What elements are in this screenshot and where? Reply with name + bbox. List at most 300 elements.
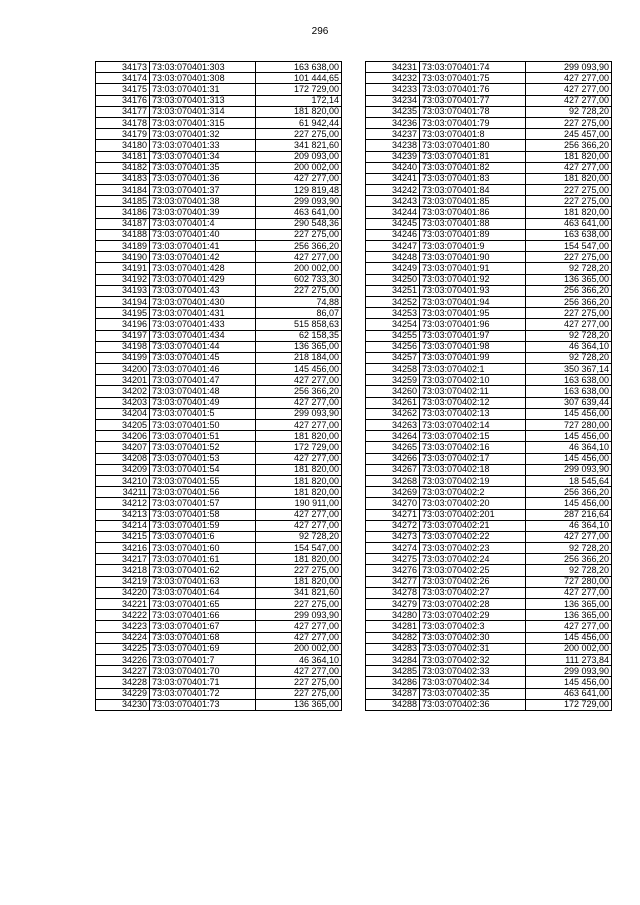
cadastral-number-cell: 73:03:070401:86 bbox=[420, 207, 526, 218]
table-row bbox=[366, 151, 612, 162]
row-number-cell: 34250 bbox=[366, 274, 420, 285]
row-number-cell: 34249 bbox=[366, 263, 420, 274]
cadastral-number-cell: 73:03:070401:35 bbox=[150, 162, 256, 173]
cadastral-number-cell: 73:03:070401:428 bbox=[150, 263, 256, 274]
row-number-cell: 34235 bbox=[366, 106, 420, 117]
table-row bbox=[96, 162, 342, 173]
table-row bbox=[366, 241, 612, 252]
table-row bbox=[366, 654, 612, 665]
cadastral-number-cell: 73:03:070401:95 bbox=[420, 308, 526, 319]
table-row bbox=[366, 341, 612, 352]
cadastral-number-cell: 73:03:070401:96 bbox=[420, 319, 526, 330]
table-row bbox=[96, 274, 342, 285]
cadastral-number-cell: 73:03:070401:61 bbox=[150, 554, 256, 565]
value-cell: 299 093,90 bbox=[526, 62, 612, 73]
row-number-cell: 34190 bbox=[96, 252, 150, 263]
value-cell: 18 545,64 bbox=[526, 475, 612, 486]
value-cell: 427 277,00 bbox=[256, 632, 342, 643]
table-row bbox=[96, 241, 342, 252]
table-row bbox=[366, 185, 612, 196]
cadastral-number-cell: 73:03:070401:6 bbox=[150, 531, 256, 542]
row-number-cell: 34198 bbox=[96, 341, 150, 352]
value-cell: 299 093,90 bbox=[256, 408, 342, 419]
row-number-cell: 34191 bbox=[96, 263, 150, 274]
row-number-cell: 34175 bbox=[96, 84, 150, 95]
cadastral-number-cell: 73:03:070401:9 bbox=[420, 241, 526, 252]
table-row bbox=[366, 408, 612, 419]
table-row bbox=[366, 599, 612, 610]
row-number-cell: 34270 bbox=[366, 498, 420, 509]
value-cell: 463 641,00 bbox=[526, 688, 612, 699]
cadastral-number-cell: 73:03:070401:37 bbox=[150, 185, 256, 196]
row-number-cell: 34269 bbox=[366, 487, 420, 498]
row-number-cell: 34184 bbox=[96, 185, 150, 196]
value-cell: 145 456,00 bbox=[526, 431, 612, 442]
cadastral-number-cell: 73:03:070401:308 bbox=[150, 73, 256, 84]
cadastral-number-cell: 73:03:070402:25 bbox=[420, 565, 526, 576]
row-number-cell: 34173 bbox=[96, 62, 150, 73]
cadastral-number-cell: 73:03:070401:80 bbox=[420, 140, 526, 151]
table-row bbox=[366, 62, 612, 73]
page-number: 296 bbox=[311, 26, 329, 37]
cadastral-number-cell: 73:03:070402:28 bbox=[420, 599, 526, 610]
value-cell: 227 275,00 bbox=[526, 117, 612, 128]
table-row bbox=[96, 341, 342, 352]
row-number-cell: 34224 bbox=[96, 632, 150, 643]
row-number-cell: 34185 bbox=[96, 196, 150, 207]
cadastral-number-cell: 73:03:070401:77 bbox=[420, 95, 526, 106]
table-row bbox=[96, 375, 342, 386]
value-cell: 463 641,00 bbox=[526, 218, 612, 229]
value-cell: 341 821,60 bbox=[256, 140, 342, 151]
value-cell: 200 002,00 bbox=[256, 263, 342, 274]
value-cell: 136 365,00 bbox=[256, 699, 342, 710]
table-row bbox=[366, 263, 612, 274]
cadastral-number-cell: 73:03:070402:21 bbox=[420, 520, 526, 531]
table-row bbox=[96, 599, 342, 610]
table-row bbox=[96, 140, 342, 151]
value-cell: 427 277,00 bbox=[256, 520, 342, 531]
cadastral-number-cell: 73:03:070402:30 bbox=[420, 632, 526, 643]
row-number-cell: 34188 bbox=[96, 229, 150, 240]
value-cell: 515 858,63 bbox=[256, 319, 342, 330]
cadastral-number-cell: 73:03:070401:79 bbox=[420, 117, 526, 128]
cadastral-number-cell: 73:03:070401:81 bbox=[420, 151, 526, 162]
table-row bbox=[366, 475, 612, 486]
table-row bbox=[366, 173, 612, 184]
cadastral-number-cell: 73:03:070401:53 bbox=[150, 453, 256, 464]
value-cell: 181 820,00 bbox=[256, 106, 342, 117]
row-number-cell: 34256 bbox=[366, 341, 420, 352]
cadastral-number-cell: 73:03:070402:3 bbox=[420, 621, 526, 632]
row-number-cell: 34243 bbox=[366, 196, 420, 207]
row-number-cell: 34205 bbox=[96, 420, 150, 431]
value-cell: 227 275,00 bbox=[256, 565, 342, 576]
value-cell: 427 277,00 bbox=[256, 509, 342, 520]
cadastral-number-cell: 73:03:070401:62 bbox=[150, 565, 256, 576]
value-cell: 227 275,00 bbox=[526, 185, 612, 196]
cadastral-number-cell: 73:03:070402:20 bbox=[420, 498, 526, 509]
row-number-cell: 34246 bbox=[366, 229, 420, 240]
table-row bbox=[366, 576, 612, 587]
value-cell: 92 728,20 bbox=[526, 263, 612, 274]
table-row bbox=[366, 285, 612, 296]
row-number-cell: 34261 bbox=[366, 397, 420, 408]
row-number-cell: 34181 bbox=[96, 151, 150, 162]
value-cell: 136 365,00 bbox=[256, 341, 342, 352]
cadastral-number-cell: 73:03:070401:97 bbox=[420, 330, 526, 341]
value-cell: 427 277,00 bbox=[256, 252, 342, 263]
value-cell: 172 729,00 bbox=[256, 84, 342, 95]
value-cell: 256 366,20 bbox=[526, 554, 612, 565]
value-cell: 299 093,90 bbox=[256, 196, 342, 207]
cadastral-number-cell: 73:03:070401:50 bbox=[150, 420, 256, 431]
row-number-cell: 34241 bbox=[366, 173, 420, 184]
value-cell: 181 820,00 bbox=[256, 576, 342, 587]
table-row bbox=[96, 185, 342, 196]
cadastral-number-cell: 73:03:070402:33 bbox=[420, 666, 526, 677]
cadastral-number-cell: 73:03:070401:71 bbox=[150, 677, 256, 688]
cadastral-number-cell: 73:03:070401:66 bbox=[150, 610, 256, 621]
cadastral-number-cell: 73:03:070402:26 bbox=[420, 576, 526, 587]
table-row bbox=[96, 565, 342, 576]
cadastral-number-cell: 73:03:070401:54 bbox=[150, 464, 256, 475]
row-number-cell: 34197 bbox=[96, 330, 150, 341]
row-number-cell: 34219 bbox=[96, 576, 150, 587]
cadastral-number-cell: 73:03:070401:39 bbox=[150, 207, 256, 218]
row-number-cell: 34268 bbox=[366, 475, 420, 486]
table-row bbox=[366, 554, 612, 565]
table-row bbox=[366, 699, 612, 710]
table-row bbox=[96, 621, 342, 632]
row-number-cell: 34233 bbox=[366, 84, 420, 95]
value-cell: 172,14 bbox=[256, 95, 342, 106]
row-number-cell: 34255 bbox=[366, 330, 420, 341]
row-number-cell: 34244 bbox=[366, 207, 420, 218]
value-cell: 427 277,00 bbox=[526, 531, 612, 542]
row-number-cell: 34218 bbox=[96, 565, 150, 576]
table-row bbox=[366, 129, 612, 140]
table-row bbox=[366, 330, 612, 341]
value-cell: 181 820,00 bbox=[256, 464, 342, 475]
cadastral-number-cell: 73:03:070401:430 bbox=[150, 296, 256, 307]
cadastral-number-cell: 73:03:070402:14 bbox=[420, 420, 526, 431]
row-number-cell: 34263 bbox=[366, 420, 420, 431]
row-number-cell: 34193 bbox=[96, 285, 150, 296]
value-cell: 427 277,00 bbox=[256, 173, 342, 184]
value-cell: 181 820,00 bbox=[526, 151, 612, 162]
value-cell: 256 366,20 bbox=[256, 386, 342, 397]
table-row bbox=[366, 643, 612, 654]
table-row bbox=[366, 364, 612, 375]
row-number-cell: 34266 bbox=[366, 453, 420, 464]
row-number-cell: 34199 bbox=[96, 352, 150, 363]
value-cell: 145 456,00 bbox=[526, 632, 612, 643]
table-row bbox=[96, 554, 342, 565]
row-number-cell: 34227 bbox=[96, 666, 150, 677]
table-row bbox=[96, 106, 342, 117]
row-number-cell: 34260 bbox=[366, 386, 420, 397]
cadastral-number-cell: 73:03:070401:36 bbox=[150, 173, 256, 184]
cadastral-number-cell: 73:03:070401:44 bbox=[150, 341, 256, 352]
row-number-cell: 34245 bbox=[366, 218, 420, 229]
cadastral-number-cell: 73:03:070401:55 bbox=[150, 475, 256, 486]
table-row bbox=[96, 475, 342, 486]
cadastral-number-cell: 73:03:070401:84 bbox=[420, 185, 526, 196]
ledger-table-right-body bbox=[366, 62, 612, 711]
cadastral-number-cell: 73:03:070401:82 bbox=[420, 162, 526, 173]
cadastral-number-cell: 73:03:070401:88 bbox=[420, 218, 526, 229]
value-cell: 256 366,20 bbox=[526, 140, 612, 151]
ledger-table-left bbox=[95, 61, 342, 711]
table-row bbox=[96, 453, 342, 464]
row-number-cell: 34215 bbox=[96, 531, 150, 542]
table-row bbox=[96, 610, 342, 621]
row-number-cell: 34232 bbox=[366, 73, 420, 84]
row-number-cell: 34196 bbox=[96, 319, 150, 330]
table-row bbox=[366, 677, 612, 688]
cadastral-number-cell: 73:03:070402:23 bbox=[420, 543, 526, 554]
row-number-cell: 34248 bbox=[366, 252, 420, 263]
value-cell: 61 942,44 bbox=[256, 117, 342, 128]
value-cell: 427 277,00 bbox=[256, 666, 342, 677]
row-number-cell: 34274 bbox=[366, 543, 420, 554]
cadastral-number-cell: 73:03:070401:59 bbox=[150, 520, 256, 531]
cadastral-number-cell: 73:03:070401:63 bbox=[150, 576, 256, 587]
cadastral-number-cell: 73:03:070401:31 bbox=[150, 84, 256, 95]
row-number-cell: 34207 bbox=[96, 442, 150, 453]
table-row bbox=[366, 688, 612, 699]
row-number-cell: 34282 bbox=[366, 632, 420, 643]
value-cell: 46 364,10 bbox=[526, 341, 612, 352]
row-number-cell: 34258 bbox=[366, 364, 420, 375]
value-cell: 341 821,60 bbox=[256, 587, 342, 598]
table-row bbox=[96, 699, 342, 710]
row-number-cell: 34254 bbox=[366, 319, 420, 330]
value-cell: 129 819,48 bbox=[256, 185, 342, 196]
table-row bbox=[96, 643, 342, 654]
table-row bbox=[96, 397, 342, 408]
table-row bbox=[96, 352, 342, 363]
value-cell: 427 277,00 bbox=[526, 162, 612, 173]
value-cell: 727 280,00 bbox=[526, 576, 612, 587]
value-cell: 145 456,00 bbox=[526, 453, 612, 464]
cadastral-number-cell: 73:03:070401:38 bbox=[150, 196, 256, 207]
row-number-cell: 34228 bbox=[96, 677, 150, 688]
cadastral-number-cell: 73:03:070402:15 bbox=[420, 431, 526, 442]
cadastral-number-cell: 73:03:070401:85 bbox=[420, 196, 526, 207]
row-number-cell: 34200 bbox=[96, 364, 150, 375]
table-row bbox=[366, 106, 612, 117]
row-number-cell: 34187 bbox=[96, 218, 150, 229]
value-cell: 172 729,00 bbox=[256, 442, 342, 453]
value-cell: 427 277,00 bbox=[256, 420, 342, 431]
row-number-cell: 34203 bbox=[96, 397, 150, 408]
cadastral-number-cell: 73:03:070401:99 bbox=[420, 352, 526, 363]
row-number-cell: 34286 bbox=[366, 677, 420, 688]
row-number-cell: 34216 bbox=[96, 543, 150, 554]
table-row bbox=[96, 229, 342, 240]
value-cell: 227 275,00 bbox=[256, 688, 342, 699]
value-cell: 427 277,00 bbox=[526, 84, 612, 95]
value-cell: 256 366,20 bbox=[526, 487, 612, 498]
row-number-cell: 34229 bbox=[96, 688, 150, 699]
row-number-cell: 34213 bbox=[96, 509, 150, 520]
cadastral-number-cell: 73:03:070402:201 bbox=[420, 509, 526, 520]
value-cell: 181 820,00 bbox=[256, 475, 342, 486]
cadastral-number-cell: 73:03:070401:40 bbox=[150, 229, 256, 240]
row-number-cell: 34279 bbox=[366, 599, 420, 610]
row-number-cell: 34283 bbox=[366, 643, 420, 654]
cadastral-number-cell: 73:03:070402:34 bbox=[420, 677, 526, 688]
cadastral-number-cell: 73:03:070401:64 bbox=[150, 587, 256, 598]
table-row bbox=[96, 151, 342, 162]
table-row bbox=[96, 509, 342, 520]
table-row bbox=[96, 420, 342, 431]
value-cell: 427 277,00 bbox=[256, 453, 342, 464]
row-number-cell: 34264 bbox=[366, 431, 420, 442]
ledger-table-left-body bbox=[96, 62, 342, 711]
row-number-cell: 34208 bbox=[96, 453, 150, 464]
cadastral-number-cell: 73:03:070402:11 bbox=[420, 386, 526, 397]
value-cell: 145 456,00 bbox=[256, 364, 342, 375]
table-row bbox=[366, 487, 612, 498]
value-cell: 46 364,10 bbox=[526, 442, 612, 453]
cadastral-number-cell: 73:03:070402:31 bbox=[420, 643, 526, 654]
table-row bbox=[366, 587, 612, 598]
cadastral-number-cell: 73:03:070401:429 bbox=[150, 274, 256, 285]
table-row bbox=[96, 218, 342, 229]
table-row bbox=[96, 666, 342, 677]
value-cell: 299 093,90 bbox=[526, 666, 612, 677]
value-cell: 427 277,00 bbox=[526, 95, 612, 106]
cadastral-number-cell: 73:03:070401:52 bbox=[150, 442, 256, 453]
table-row bbox=[366, 431, 612, 442]
value-cell: 427 277,00 bbox=[526, 621, 612, 632]
value-cell: 227 275,00 bbox=[256, 677, 342, 688]
table-row bbox=[366, 117, 612, 128]
value-cell: 181 820,00 bbox=[526, 173, 612, 184]
value-cell: 154 547,00 bbox=[526, 241, 612, 252]
row-number-cell: 34231 bbox=[366, 62, 420, 73]
cadastral-number-cell: 73:03:070401:65 bbox=[150, 599, 256, 610]
row-number-cell: 34271 bbox=[366, 509, 420, 520]
value-cell: 136 365,00 bbox=[526, 610, 612, 621]
cadastral-number-cell: 73:03:070402:17 bbox=[420, 453, 526, 464]
value-cell: 227 275,00 bbox=[256, 229, 342, 240]
table-row bbox=[96, 487, 342, 498]
value-cell: 227 275,00 bbox=[526, 196, 612, 207]
table-row bbox=[366, 464, 612, 475]
cadastral-number-cell: 73:03:070402:32 bbox=[420, 654, 526, 665]
table-row bbox=[96, 632, 342, 643]
row-number-cell: 34237 bbox=[366, 129, 420, 140]
cadastral-number-cell: 73:03:070402:1 bbox=[420, 364, 526, 375]
value-cell: 602 733,30 bbox=[256, 274, 342, 285]
row-number-cell: 34276 bbox=[366, 565, 420, 576]
row-number-cell: 34252 bbox=[366, 296, 420, 307]
table-row bbox=[366, 252, 612, 263]
table-row bbox=[366, 397, 612, 408]
table-row bbox=[366, 229, 612, 240]
table-row bbox=[366, 319, 612, 330]
value-cell: 427 277,00 bbox=[256, 621, 342, 632]
value-cell: 350 367,14 bbox=[526, 364, 612, 375]
value-cell: 427 277,00 bbox=[526, 587, 612, 598]
row-number-cell: 34281 bbox=[366, 621, 420, 632]
table-row bbox=[366, 95, 612, 106]
cadastral-number-cell: 73:03:070401:76 bbox=[420, 84, 526, 95]
table-row bbox=[366, 296, 612, 307]
value-cell: 256 366,20 bbox=[526, 285, 612, 296]
table-row bbox=[96, 364, 342, 375]
cadastral-number-cell: 73:03:070402:19 bbox=[420, 475, 526, 486]
table-row bbox=[96, 498, 342, 509]
table-row bbox=[96, 531, 342, 542]
table-row bbox=[96, 296, 342, 307]
row-number-cell: 34275 bbox=[366, 554, 420, 565]
cadastral-number-cell: 73:03:070401:47 bbox=[150, 375, 256, 386]
row-number-cell: 34214 bbox=[96, 520, 150, 531]
row-number-cell: 34183 bbox=[96, 173, 150, 184]
row-number-cell: 34273 bbox=[366, 531, 420, 542]
value-cell: 145 456,00 bbox=[526, 677, 612, 688]
table-row bbox=[366, 610, 612, 621]
table-row bbox=[366, 543, 612, 554]
row-number-cell: 34242 bbox=[366, 185, 420, 196]
cadastral-number-cell: 73:03:070401:48 bbox=[150, 386, 256, 397]
row-number-cell: 34211 bbox=[96, 487, 150, 498]
table-row bbox=[96, 543, 342, 554]
row-number-cell: 34189 bbox=[96, 241, 150, 252]
cadastral-number-cell: 73:03:070401:433 bbox=[150, 319, 256, 330]
table-row bbox=[96, 520, 342, 531]
table-row bbox=[96, 196, 342, 207]
table-row bbox=[96, 285, 342, 296]
value-cell: 181 820,00 bbox=[256, 487, 342, 498]
row-number-cell: 34201 bbox=[96, 375, 150, 386]
value-cell: 227 275,00 bbox=[256, 129, 342, 140]
value-cell: 209 093,00 bbox=[256, 151, 342, 162]
table-row bbox=[96, 408, 342, 419]
row-number-cell: 34179 bbox=[96, 129, 150, 140]
row-number-cell: 34222 bbox=[96, 610, 150, 621]
cadastral-number-cell: 73:03:070401:434 bbox=[150, 330, 256, 341]
value-cell: 136 365,00 bbox=[526, 274, 612, 285]
row-number-cell: 34206 bbox=[96, 431, 150, 442]
row-number-cell: 34186 bbox=[96, 207, 150, 218]
table-row bbox=[96, 319, 342, 330]
table-row bbox=[366, 666, 612, 677]
value-cell: 92 728,20 bbox=[526, 565, 612, 576]
table-row bbox=[96, 129, 342, 140]
value-cell: 200 002,00 bbox=[256, 643, 342, 654]
table-row bbox=[96, 62, 342, 73]
row-number-cell: 34223 bbox=[96, 621, 150, 632]
table-row bbox=[366, 308, 612, 319]
cadastral-number-cell: 73:03:070401:4 bbox=[150, 218, 256, 229]
table-row bbox=[96, 677, 342, 688]
cadastral-number-cell: 73:03:070401:46 bbox=[150, 364, 256, 375]
row-number-cell: 34288 bbox=[366, 699, 420, 710]
row-number-cell: 34217 bbox=[96, 554, 150, 565]
row-number-cell: 34253 bbox=[366, 308, 420, 319]
value-cell: 145 456,00 bbox=[526, 408, 612, 419]
row-number-cell: 34210 bbox=[96, 475, 150, 486]
row-number-cell: 34220 bbox=[96, 587, 150, 598]
row-number-cell: 34240 bbox=[366, 162, 420, 173]
value-cell: 427 277,00 bbox=[256, 397, 342, 408]
